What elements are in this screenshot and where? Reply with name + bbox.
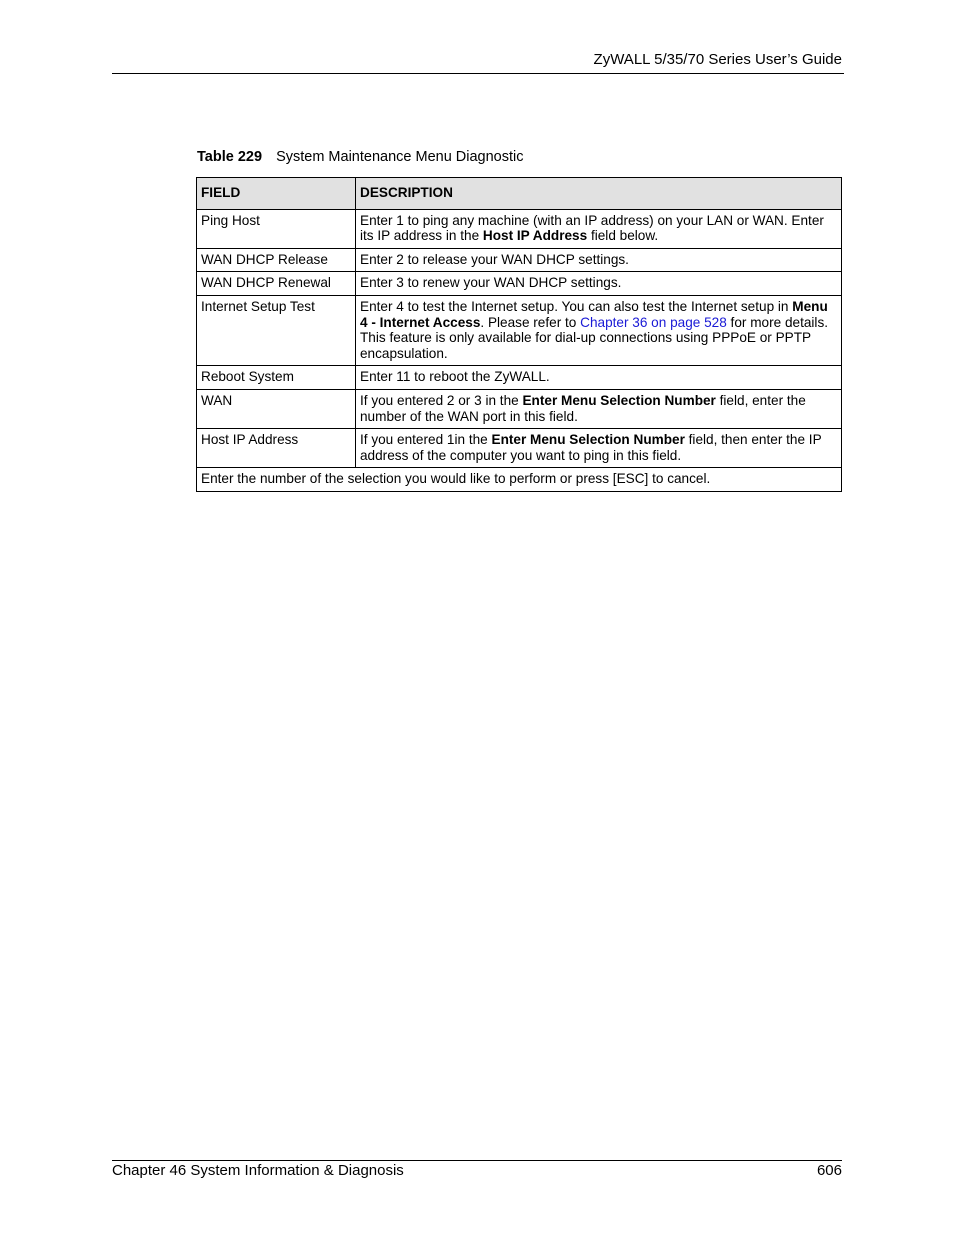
- description-cell: [356, 366, 842, 390]
- diagnostic-table: [196, 177, 842, 492]
- description-text: Enter 2 to release your WAN DHCP settings.: [360, 251, 629, 267]
- table-header-row: [197, 178, 842, 210]
- description-text: Enter 11 to reboot the ZyWALL.: [360, 369, 550, 385]
- table-row: [197, 209, 842, 248]
- bold-term: Menu 4 - Internet Access: [360, 298, 828, 330]
- field-cell: Internet Setup Test: [197, 295, 356, 365]
- footer-chapter: Chapter 46 System Information & Diagnosis: [112, 1162, 404, 1179]
- field-cell: WAN DHCP Renewal: [197, 272, 356, 296]
- table-caption: [197, 149, 524, 165]
- field-cell: Host IP Address: [197, 429, 356, 468]
- field-cell: Ping Host: [197, 209, 356, 248]
- table-row: [197, 429, 842, 468]
- description-text: for more details. This feature is only available for dial-up connections using PPPoE or PPTP encapsulation.: [360, 314, 829, 361]
- bold-term: Host IP Address: [482, 228, 588, 244]
- description-cell: [356, 272, 842, 296]
- description-cell: [356, 209, 842, 248]
- description-text: Enter 1 to ping any machine (with an IP address) on your LAN or WAN. Enter its IP address in the: [360, 212, 824, 244]
- cross-reference-link[interactable]: Chapter 36 on page 528: [580, 314, 727, 330]
- column-header-description: DESCRIPTION: [356, 178, 842, 210]
- description-cell: [356, 295, 842, 365]
- description-cell: [356, 429, 842, 468]
- description-text: . Please refer to: [480, 314, 581, 330]
- description-text: Enter 4 to test the Internet setup. You can also test the Internet setup in: [360, 298, 793, 314]
- table-title: System Maintenance Menu Diagnostic: [276, 149, 524, 165]
- field-cell: Reboot System: [197, 366, 356, 390]
- description-text: field, enter the number of the WAN port in this field.: [360, 392, 806, 424]
- table-number: Table 229: [197, 149, 263, 165]
- description-text: field below.: [587, 228, 659, 244]
- description-cell: [356, 389, 842, 428]
- table-row: [197, 366, 842, 390]
- table-row: [197, 295, 842, 365]
- description-text: Enter 3 to renew your WAN DHCP settings.: [360, 275, 622, 291]
- field-cell: WAN DHCP Release: [197, 248, 356, 272]
- running-header: ZyWALL 5/35/70 Series User’s Guide: [593, 51, 842, 68]
- table-row: [197, 389, 842, 428]
- field-cell: WAN: [197, 389, 356, 428]
- header-divider: [112, 73, 844, 74]
- table-footer-row: [197, 468, 842, 492]
- footer-note: Enter the number of the selection you would like to perform or press [ESC] to cancel.: [197, 468, 842, 492]
- page-number: 606: [816, 1162, 842, 1179]
- bold-term: Enter Menu Selection Number: [491, 432, 685, 448]
- table-row: [197, 248, 842, 272]
- table-row: [197, 272, 842, 296]
- description-text: If you entered 1in the: [360, 432, 492, 448]
- table-body: [197, 209, 842, 468]
- description-text: field, then enter the IP address of the computer you want to ping in this field.: [360, 432, 822, 463]
- description-text: If you entered 2 or 3 in the: [360, 392, 523, 408]
- description-cell: [356, 248, 842, 272]
- column-header-field: FIELD: [197, 178, 356, 210]
- footer-divider: [112, 1160, 842, 1161]
- bold-term: Enter Menu Selection Number: [522, 392, 716, 408]
